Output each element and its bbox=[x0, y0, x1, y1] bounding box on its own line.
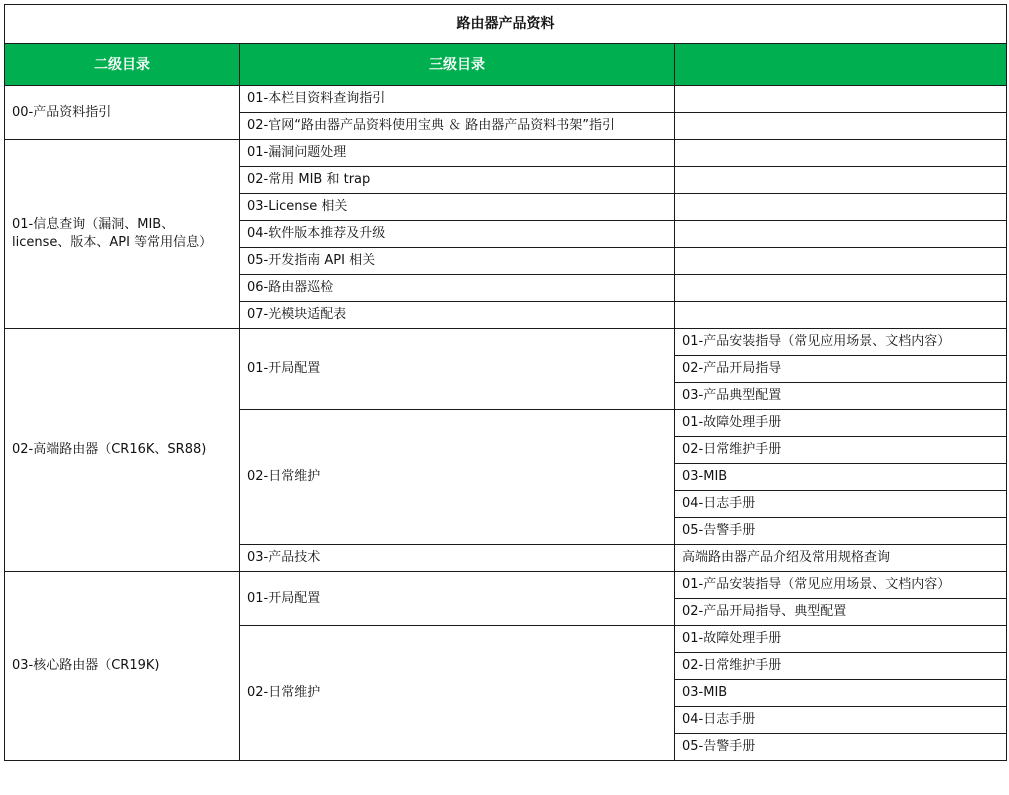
level2-cell-03: 03-核心路由器（CR19K) bbox=[5, 572, 240, 761]
level3-cell: 02-日常维护 bbox=[240, 410, 675, 545]
empty-cell bbox=[675, 113, 1007, 140]
empty-cell bbox=[675, 86, 1007, 113]
level3-cell: 02-官网“路由器产品资料使用宝典 ＆ 路由器产品资料书架”指引 bbox=[240, 113, 675, 140]
level2-line: 01-信息查询（漏洞、MIB、 bbox=[12, 217, 175, 232]
level4-cell: 01-产品安装指导（常见应用场景、文档内容） bbox=[675, 329, 1007, 356]
level4-cell: 03-产品典型配置 bbox=[675, 383, 1007, 410]
header-level3: 三级目录 bbox=[240, 44, 675, 86]
level3-cell: 04-软件版本推荐及升级 bbox=[240, 221, 675, 248]
level2-cell-02: 02-高端路由器（CR16K、SR88) bbox=[5, 329, 240, 572]
level3-cell: 05-开发指南 API 相关 bbox=[240, 248, 675, 275]
level4-cell: 05-告警手册 bbox=[675, 734, 1007, 761]
header-level2: 二级目录 bbox=[5, 44, 240, 86]
empty-cell bbox=[675, 140, 1007, 167]
level4-cell: 05-告警手册 bbox=[675, 518, 1007, 545]
empty-cell bbox=[675, 221, 1007, 248]
empty-cell bbox=[675, 275, 1007, 302]
level2-line: license、版本、API 等常用信息） bbox=[12, 235, 213, 250]
level3-cell: 03-产品技术 bbox=[240, 545, 675, 572]
level3-cell: 01-漏洞问题处理 bbox=[240, 140, 675, 167]
level3-cell: 07-光模块适配表 bbox=[240, 302, 675, 329]
level3-cell: 01-本栏目资料查询指引 bbox=[240, 86, 675, 113]
level4-cell: 01-故障处理手册 bbox=[675, 626, 1007, 653]
level3-cell: 03-License 相关 bbox=[240, 194, 675, 221]
level4-cell: 03-MIB bbox=[675, 680, 1007, 707]
level3-cell: 01-开局配置 bbox=[240, 572, 675, 626]
level4-cell: 01-故障处理手册 bbox=[675, 410, 1007, 437]
level3-cell: 02-日常维护 bbox=[240, 626, 675, 761]
level4-cell: 02-日常维护手册 bbox=[675, 653, 1007, 680]
header-level4 bbox=[675, 44, 1007, 86]
level4-cell: 01-产品安装指导（常见应用场景、文档内容） bbox=[675, 572, 1007, 599]
level2-cell-01 bbox=[5, 140, 240, 329]
level4-cell: 高端路由器产品介绍及常用规格查询 bbox=[675, 545, 1007, 572]
router-doc-table bbox=[4, 4, 1007, 761]
table-title: 路由器产品资料 bbox=[5, 5, 1007, 44]
level4-cell: 02-产品开局指导、典型配置 bbox=[675, 599, 1007, 626]
level4-cell: 02-日常维护手册 bbox=[675, 437, 1007, 464]
level4-cell: 02-产品开局指导 bbox=[675, 356, 1007, 383]
level2-cell-00: 00-产品资料指引 bbox=[5, 86, 240, 140]
level4-cell: 04-日志手册 bbox=[675, 491, 1007, 518]
level3-cell: 02-常用 MIB 和 trap bbox=[240, 167, 675, 194]
empty-cell bbox=[675, 194, 1007, 221]
empty-cell bbox=[675, 248, 1007, 275]
level4-cell: 04-日志手册 bbox=[675, 707, 1007, 734]
level4-cell: 03-MIB bbox=[675, 464, 1007, 491]
empty-cell bbox=[675, 167, 1007, 194]
level3-cell: 01-开局配置 bbox=[240, 329, 675, 410]
level3-cell: 06-路由器巡检 bbox=[240, 275, 675, 302]
empty-cell bbox=[675, 302, 1007, 329]
